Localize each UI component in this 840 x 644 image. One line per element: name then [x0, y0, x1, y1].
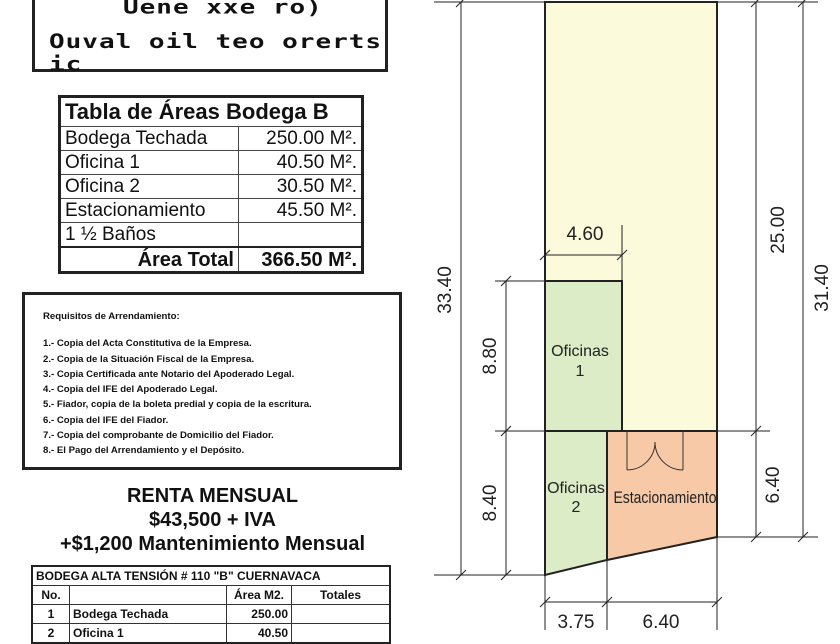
- office-2-label: Oficinas: [547, 480, 605, 497]
- parking-label: Estacionamiento: [613, 488, 717, 508]
- dimension-parking-height: 6.40: [763, 466, 784, 504]
- dimension-total-left: 33.40: [435, 266, 456, 314]
- office-2-number: 2: [571, 499, 581, 516]
- requirements-title: Requisitos de Arrendamiento:: [43, 311, 180, 322]
- area-value: 45.50 M².: [238, 199, 362, 223]
- header-line-2: Ouval oil teo orerts ic: [49, 30, 383, 76]
- cell: 1: [32, 605, 70, 624]
- area-label: Oficina 1: [60, 151, 239, 175]
- dimension-warehouse: 25.00: [768, 206, 789, 254]
- requirement-item: 1.- Copia del Acta Constitutiva de la Empresa.: [43, 338, 252, 350]
- area-label: Estacionamiento: [60, 199, 239, 223]
- area-value: 250.00 M².: [238, 127, 362, 151]
- dimension-office2-height: 8.40: [480, 484, 501, 522]
- requirement-item: 8.- El Pago del Arrendamiento y el Depósito.: [43, 445, 245, 457]
- dimension-total-right: 31.40: [812, 264, 833, 312]
- cell: 250.00: [227, 605, 292, 624]
- rent-maintenance: +$1,200 Mantenimiento Mensual: [59, 533, 366, 555]
- cell: Oficina 1: [70, 624, 227, 644]
- area-label: Bodega Techada: [60, 127, 239, 151]
- dimension-bottom-left: 3.75: [557, 612, 595, 630]
- cell: 2: [32, 624, 70, 644]
- col-header: Totales: [292, 586, 391, 605]
- area-total-value: 366.50 M².: [238, 247, 362, 273]
- area-value: 40.50 M².: [238, 151, 362, 175]
- areas-table-title: Tabla de Áreas Bodega B: [60, 97, 363, 127]
- requirement-item: 2.- Copia de la Situación Fiscal de la Empresa.: [43, 353, 255, 365]
- dimension-office1-height: 8.80: [480, 337, 501, 375]
- office-1-number: 1: [575, 363, 585, 380]
- dimension-notch-width: 4.60: [566, 224, 604, 245]
- col-header: No.: [32, 586, 70, 605]
- col-header: Área M2.: [227, 586, 292, 605]
- requirement-item: 4.- Copia del IFE del Apoderado Legal.: [43, 384, 218, 396]
- summary-table-title: BODEGA ALTA TENSIÓN # 110 "B" CUERNAVACA: [32, 566, 390, 586]
- requirement-item: 3.- Copia Certificada ante Notario del Apoderado Legal.: [43, 368, 295, 380]
- requirement-item: 7.- Copia del comprobante de Domicilio del Fiador.: [43, 430, 274, 442]
- requirement-item: 6.- Copia del IFE del Fiador.: [43, 414, 169, 426]
- header-line-1: Uene xxe ro): [123, 0, 323, 19]
- rent-title: RENTA MENSUAL: [126, 485, 299, 507]
- requirement-item: 5.- Fiador, copia de la boleta predial y copia de la escritura.: [43, 399, 312, 411]
- dimension-bottom-right: 6.40: [642, 612, 680, 630]
- area-label: 1 ½ Baños: [60, 223, 239, 248]
- office-1-label: Oficinas: [551, 343, 609, 360]
- cell: 40.50: [227, 624, 292, 644]
- rent-amount: $43,500 + IVA: [149, 509, 276, 531]
- area-label: Oficina 2: [60, 175, 239, 199]
- area-total-label: Área Total: [60, 247, 239, 273]
- area-value: 30.50 M².: [238, 175, 362, 199]
- cell: Bodega Techada: [70, 605, 227, 624]
